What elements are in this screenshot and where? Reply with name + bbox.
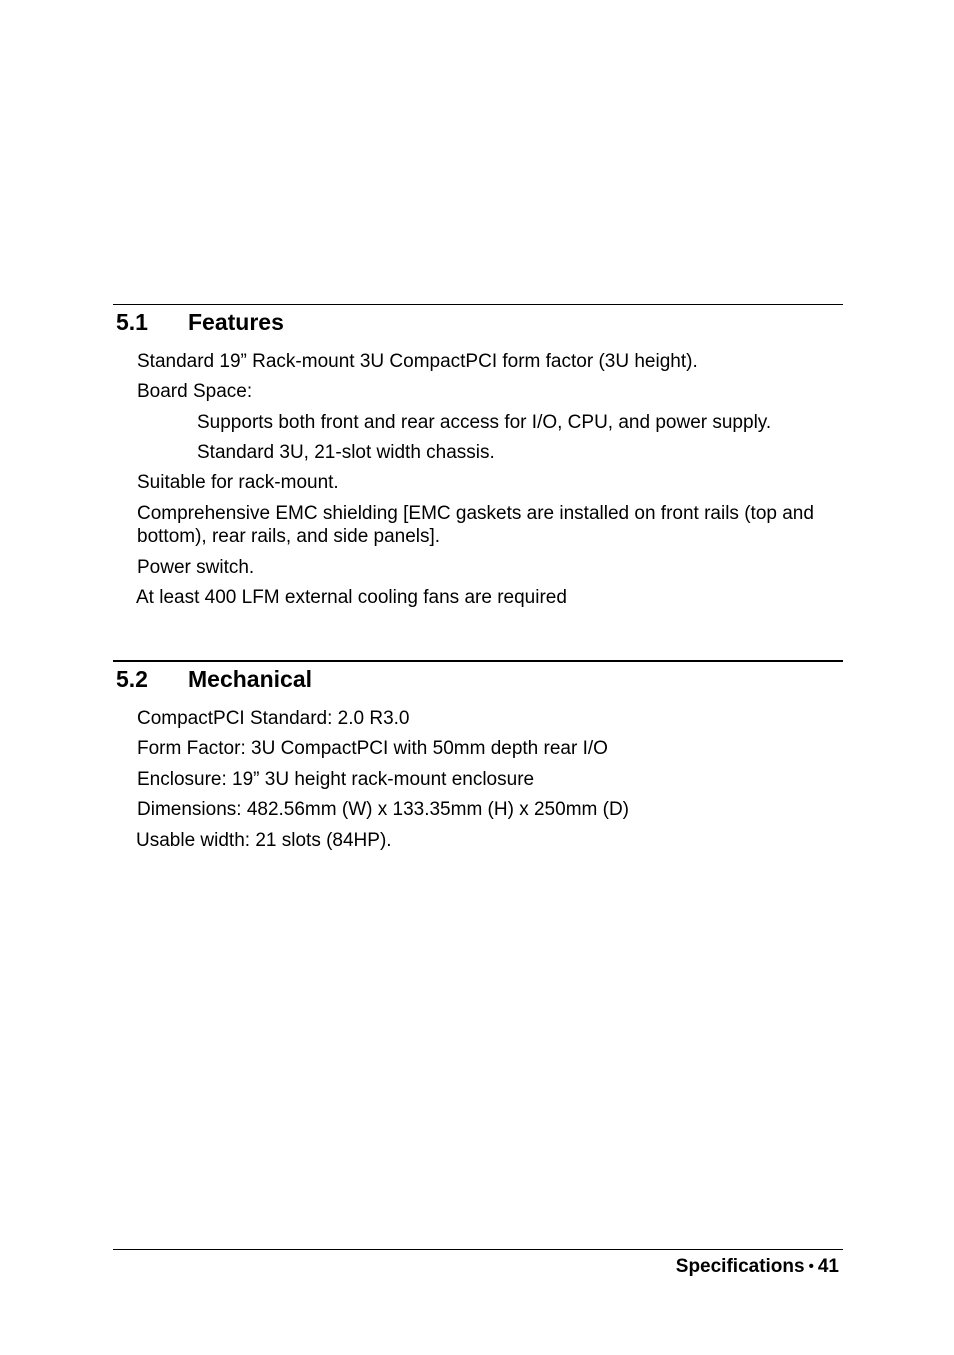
section-divider-mechanical <box>113 660 843 662</box>
section-heading-mechanical <box>116 665 312 693</box>
footer-divider <box>113 1249 843 1250</box>
mechanical-item-enclosure: Enclosure: 19” 3U height rack-mount enclosure <box>137 769 535 790</box>
feature-item-cooling: At least 400 LFM external cooling fans are required <box>136 587 567 608</box>
page-number: 41 <box>817 1256 839 1277</box>
section-number: 5.1 <box>116 309 148 335</box>
feature-item-board-space: Board Space: <box>137 381 253 402</box>
footer-chapter: Specifications <box>675 1256 805 1277</box>
section-title: Features <box>188 309 284 335</box>
feature-item-emc-shielding: Comprehensive EMC shielding [EMC gaskets are installed on front rails (top and bottom), rear rails, and side panels]. <box>137 503 814 547</box>
footer-bullet: • <box>808 1258 814 1275</box>
feature-item-form-factor: Standard 19” Rack-mount 3U CompactPCI form factor (3U height). <box>137 351 698 372</box>
feature-subitem-access: Supports both front and rear access for I/O, CPU, and power supply. <box>197 412 772 433</box>
mechanical-item-standard: CompactPCI Standard: 2.0 R3.0 <box>137 708 410 729</box>
mechanical-item-usable-width: Usable width: 21 slots (84HP). <box>136 830 392 851</box>
mechanical-item-form-factor: Form Factor: 3U CompactPCI with 50mm depth rear I/O <box>137 738 608 759</box>
section-number: 5.2 <box>116 666 148 692</box>
mechanical-item-dimensions: Dimensions: 482.56mm (W) x 133.35mm (H) x 250mm (D) <box>137 799 629 820</box>
section-title: Mechanical <box>188 666 312 692</box>
section-divider-features <box>113 304 843 305</box>
feature-item-power-switch: Power switch. <box>137 557 255 578</box>
feature-item-rack-mount: Suitable for rack-mount. <box>137 472 339 493</box>
section-heading-features <box>116 308 284 336</box>
feature-subitem-chassis: Standard 3U, 21-slot width chassis. <box>197 442 495 463</box>
page-footer <box>676 1255 839 1278</box>
